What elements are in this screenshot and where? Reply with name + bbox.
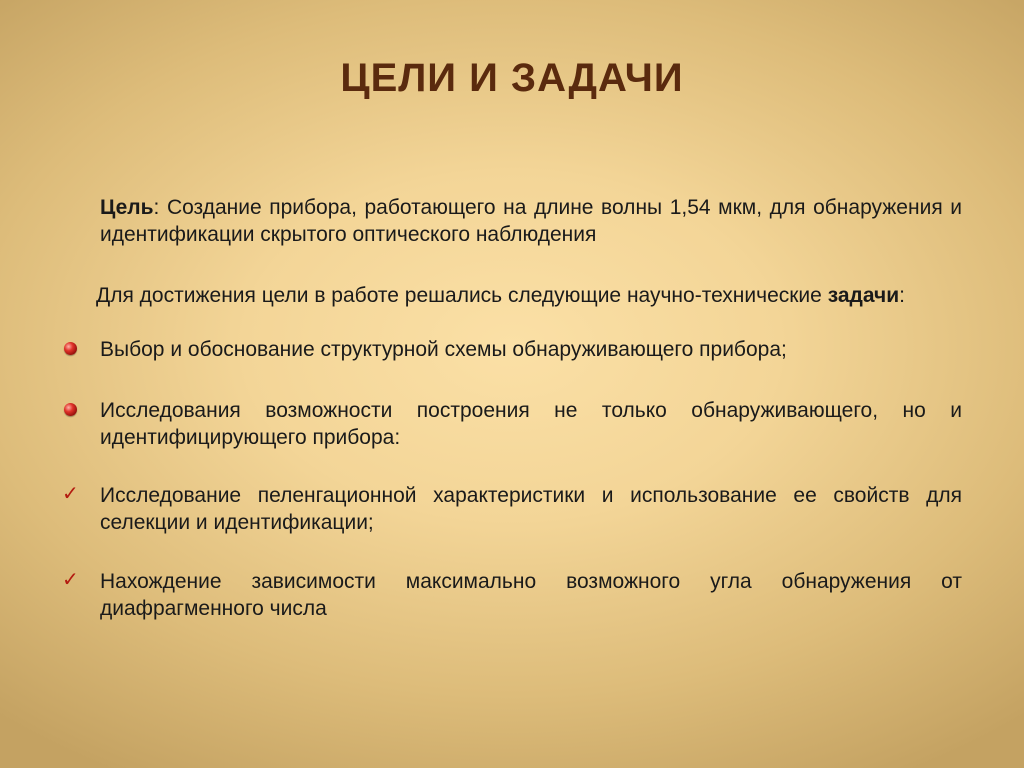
goal-paragraph bbox=[100, 194, 962, 248]
task-text: Исследование пеленгационной характеристики и использование ее свойств для селекции и идентификации; bbox=[100, 484, 962, 534]
task-text: Выбор и обоснование структурной схемы обнаруживающего прибора; bbox=[100, 338, 787, 361]
intro-bold-word: задачи bbox=[827, 284, 900, 307]
checkmark-icon: ✓ bbox=[62, 567, 79, 591]
intro-paragraph bbox=[96, 282, 962, 309]
slide-title: ЦЕЛИ И ЗАДАЧИ bbox=[340, 56, 684, 100]
checkmark-icon: ✓ bbox=[62, 481, 79, 505]
ball-bullet-icon bbox=[62, 397, 82, 417]
intro-text: Для достижения цели в работе решались следующие научно-технические bbox=[96, 284, 828, 307]
task-text: Исследования возможности построения не только обнаруживающего, но и идентифицирующего прибора: bbox=[100, 399, 962, 449]
intro-text-end: : bbox=[899, 284, 905, 307]
goal-label: Цель bbox=[100, 196, 154, 219]
task-text: Нахождение зависимости максимально возможного угла обнаружения от диафрагменного числа bbox=[100, 570, 962, 620]
goal-text: : Создание прибора, работающего на длине волны 1,54 мкм, для обнаружения и идентификации скрытого оптического наблюдения bbox=[100, 196, 962, 246]
ball-bullet-icon bbox=[62, 336, 82, 356]
